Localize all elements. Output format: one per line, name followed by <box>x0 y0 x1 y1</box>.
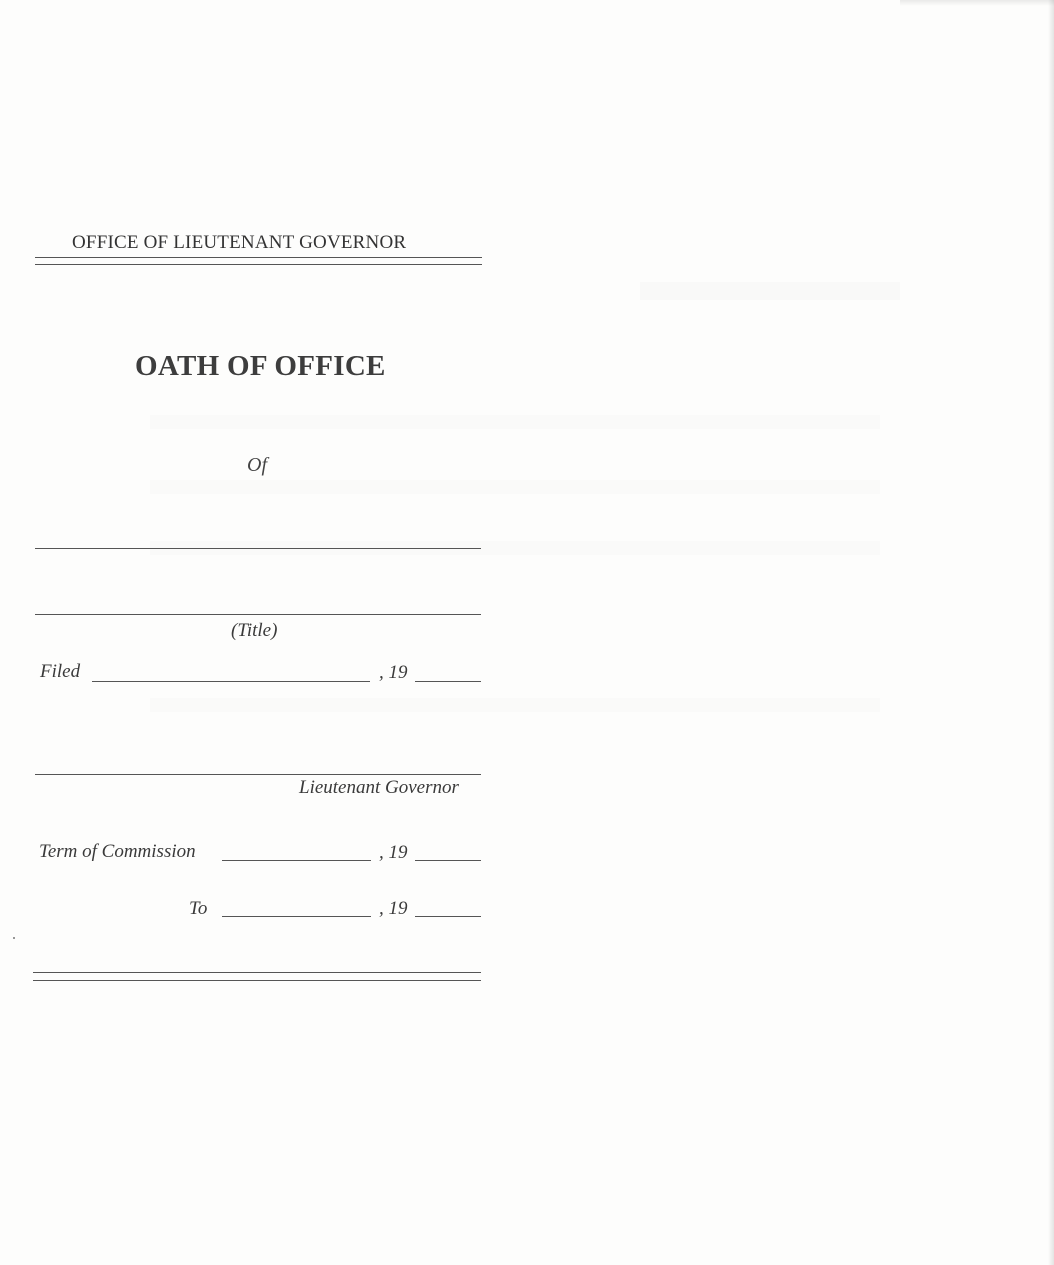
to-label: To <box>189 898 208 919</box>
filed-year-line[interactable] <box>415 681 481 682</box>
header-rule-bottom <box>35 264 482 265</box>
signatory-caption: Lieutenant Governor <box>299 777 459 798</box>
term-start-year-prefix: , 19 <box>379 842 408 863</box>
title-caption: (Title) <box>231 620 278 641</box>
bleed-through-texture <box>150 480 880 494</box>
bleed-through-texture <box>640 282 900 300</box>
header-rule-top <box>35 257 482 258</box>
term-start-year-line[interactable] <box>415 860 481 861</box>
footer-rule-bottom <box>33 980 481 981</box>
document-title: OATH OF OFFICE <box>135 350 386 382</box>
office-header: OFFICE OF LIEUTENANT GOVERNOR <box>72 232 407 253</box>
term-start-line[interactable] <box>222 860 371 861</box>
footer-rule-top <box>33 972 481 973</box>
of-label: Of <box>247 454 267 476</box>
paper-speck <box>13 937 15 939</box>
filed-date-line[interactable] <box>92 681 370 682</box>
term-end-year-prefix: , 19 <box>379 898 408 919</box>
bleed-through-texture <box>150 698 880 712</box>
page-edge-shadow <box>1048 0 1054 1265</box>
page-top-shadow <box>900 0 1054 6</box>
term-end-line[interactable] <box>222 916 371 917</box>
bleed-through-texture <box>150 415 880 429</box>
term-label: Term of Commission <box>39 841 196 862</box>
term-end-year-line[interactable] <box>415 916 481 917</box>
filed-label: Filed <box>40 661 81 682</box>
filed-year-prefix: , 19 <box>379 662 408 683</box>
name-line[interactable] <box>35 548 481 549</box>
title-line[interactable] <box>35 614 481 615</box>
signature-line[interactable] <box>35 774 481 775</box>
